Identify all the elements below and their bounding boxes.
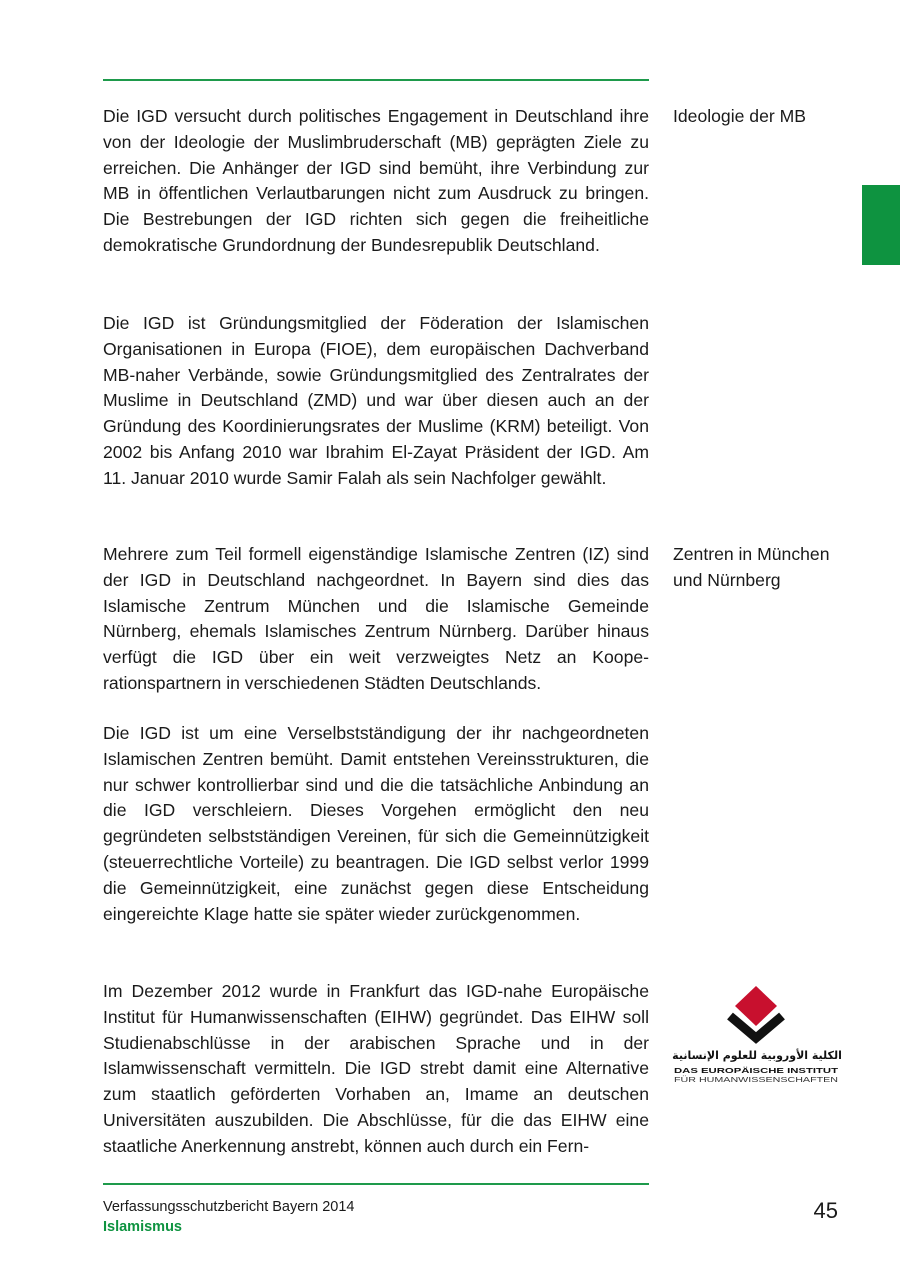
logo-line-1: DAS EUROPÄISCHE INSTITUT [674, 1066, 839, 1075]
body-paragraph-1: Die IGD versucht durch politisches Engagement in Deutschland ihre von der Ideologie der Muslimbruderschaft (MB) geprägten Ziele zu erreichen. Die Anhänger der IGD sind bemüht, ihre Verbindung zur MB in öffentlichen Verlautbarungen nicht zum Ausdruck zu bringen. Die Bestrebungen der IGD richten sich gegen die freiheitliche demokratische Grundordnung der Bundesrepublik Deutschland. [103, 106, 649, 255]
logo-line-2: FÜR HUMANWISSENSCHAFTEN [674, 1077, 782, 1084]
logo-arabic-text: الكلية الأوروبية للعلوم الإنسانية [672, 1049, 842, 1062]
body-paragraph-3: Mehrere zum Teil formell eigenständige Islamische Zentren (IZ) sind der IGD in Deutschland nachgeordnet. In Bayern sind dies das Islamische Zentrum München und die Islamische Gemeinde Nürnberg, ehemals Islamisches Zentrum Nürnberg. Darüber hinaus verfügt die IGD über ein weit verzweigtes Netz an Kooperationspartnern in verschiedenen Städten Deutschlands. [103, 544, 649, 693]
body-paragraph-2: Die IGD ist Gründungsmitglied der Föderation der Islamischen Organisationen in Europa (FIOE), dem europäischen Dachverband MB-naher Verbände, sowie Gründungsmitglied des Zentralrates der Muslime in Deutschland (ZMD) und war über diesen auch an der Gründung des Koordinierungsrates der Muslime (KRM) beteiligt. Von 2002 bis Anfang 2010 war Ibrahim El-Zayat Präsident der IGD. Am 11. Januar 2010 wurde Samir Falah als sein Nachfolger gewählt. [103, 313, 649, 488]
margin-note-centers: Zentren in München und Nürnberg [673, 544, 830, 590]
page-number: 45 [813, 1198, 838, 1223]
body-paragraph-4: Die IGD ist um eine Verselbstständigung der ihr nachgeordneten Islamischen Zentren bemüht. Damit entstehen Vereinsstrukturen, die nur schwer kontrollierbar sind und die die tatsächliche Anbindung an die IGD verschleiern. Dieses Vorgehen ermöglicht den neu gegründeten selbstständigen Vereinen, für sich die Gemeinnützigkeit (steuerrechtliche Vorteile) zu beantragen. Die IGD selbst verlor 1999 die Gemeinnützigkeit, eine zunächst gegen diese Entscheidung eingereichte Klage hatte sie später wieder zurückgenommen. [103, 723, 649, 924]
footer-report-title: Verfassungsschutzbericht Bayern 2014 [103, 1199, 355, 1215]
body-paragraph-5: Im Dezember 2012 wurde in Frankfurt das IGD-nahe Europäische Institut für Humanwissenschaften (EIHW) gegründet. Das EIHW soll Studienabschlüsse in der arabischen Sprache und in der Islamwissenschaft vermitteln. Die IGD strebt damit eine Alternative zum staatlich geförderten Vorhaben an, Imame an deutschen Universitäten auszubilden. Die Abschlüsse, für die das EIHW eine staatliche Anerkennung anstrebt, können auch durch ein Fern- [103, 981, 649, 1156]
bottom-rule [103, 1183, 649, 1185]
chapter-tab-marker [862, 185, 900, 265]
top-rule [103, 79, 649, 81]
eihw-logo [672, 984, 842, 1086]
margin-note-ideology: Ideologie der MB [673, 106, 807, 126]
footer-section-name: Islamismus [103, 1219, 182, 1235]
